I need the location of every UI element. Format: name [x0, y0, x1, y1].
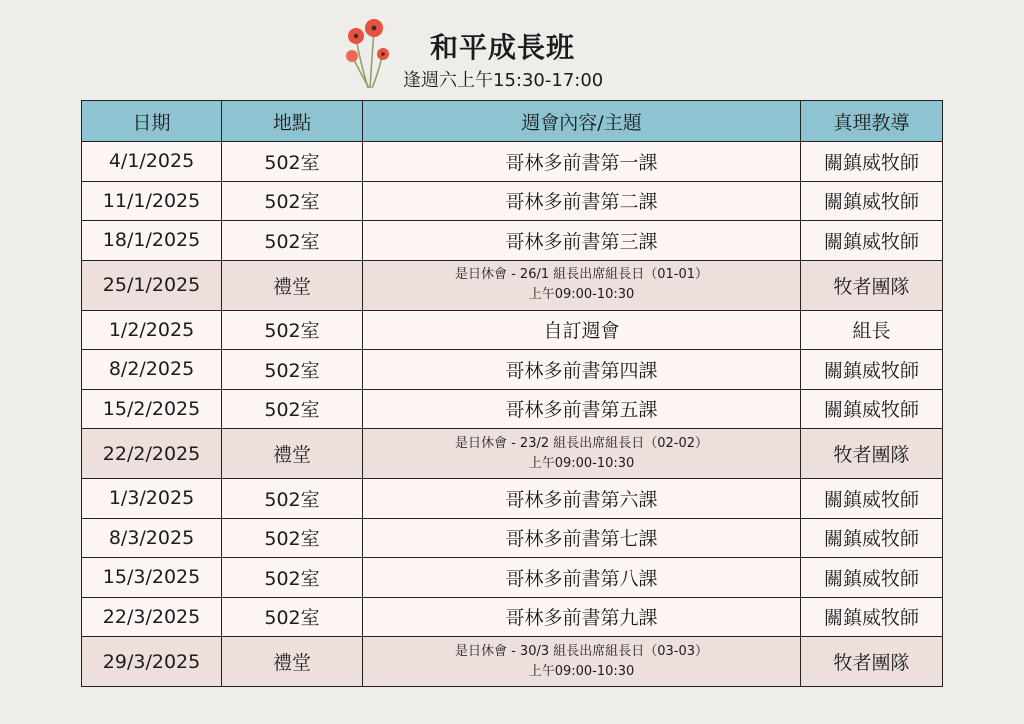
- table-row: [82, 479, 943, 519]
- cell-date: 1/3/2025: [82, 479, 222, 519]
- cell-teacher: 關鎮威牧師: [801, 181, 943, 221]
- page-title: 和平成長班: [430, 31, 576, 64]
- page-header: [0, 0, 1024, 100]
- cell-date: 1/2/2025: [82, 310, 222, 350]
- table-row: [82, 518, 943, 558]
- cell-teacher: 關鎮威牧師: [801, 350, 943, 390]
- cell-teacher: 牧者團隊: [801, 260, 943, 310]
- table-row: [82, 310, 943, 350]
- cell-topic: 哥林多前書第五課: [363, 389, 801, 429]
- cell-topic: 哥林多前書第七課: [363, 518, 801, 558]
- table-row-recess: [82, 260, 943, 310]
- schedule-table: [81, 100, 943, 687]
- recess-note: 是日休會 - 26/1 組長出席組長日（01-01）: [454, 267, 709, 282]
- cell-teacher: 組長: [801, 310, 943, 350]
- recess-note: 是日休會 - 23/2 組長出席組長日（02-02）: [454, 435, 709, 451]
- cell-topic: [363, 429, 801, 479]
- cell-teacher: 關鎮威牧師: [801, 221, 943, 261]
- column-header-date: 日期: [82, 101, 222, 142]
- cell-topic: [363, 260, 801, 310]
- cell-date: 18/1/2025: [82, 221, 222, 261]
- cell-location: 禮堂: [222, 637, 363, 687]
- cell-teacher: 關鎮威牧師: [801, 558, 943, 598]
- cell-location: 502室: [222, 389, 363, 429]
- recess-time: 上午09:00-10:30: [528, 455, 635, 471]
- cell-topic: 哥林多前書第九課: [363, 597, 801, 637]
- cell-teacher: 關鎮威牧師: [801, 389, 943, 429]
- cell-location: 502室: [222, 181, 363, 221]
- cell-date: 11/1/2025: [82, 181, 222, 221]
- cell-date: 29/3/2025: [82, 637, 222, 687]
- cell-date: 25/1/2025: [82, 260, 222, 310]
- cell-date: 15/2/2025: [82, 389, 222, 429]
- cell-topic: 哥林多前書第二課: [363, 181, 801, 221]
- table-header-row: [82, 101, 943, 142]
- table-row: [82, 558, 943, 598]
- cell-topic: 自訂週會: [363, 310, 801, 350]
- cell-location: 502室: [222, 142, 363, 182]
- cell-topic: 哥林多前書第八課: [363, 558, 801, 598]
- cell-teacher: 關鎮威牧師: [801, 479, 943, 519]
- cell-date: 8/2/2025: [82, 350, 222, 390]
- page-subtitle: 逢週六上午15:30-17:00: [403, 70, 604, 91]
- cell-topic: 哥林多前書第四課: [363, 350, 801, 390]
- table-row: [82, 221, 943, 261]
- poppy-flowers-icon: [342, 16, 392, 90]
- cell-date: 8/3/2025: [82, 518, 222, 558]
- table-row: [82, 181, 943, 221]
- cell-location: 502室: [222, 597, 363, 637]
- recess-note: 是日休會 - 30/3 組長出席組長日（03-03）: [454, 643, 709, 659]
- table-row-recess: [82, 637, 943, 687]
- recess-time: 上午09:00-10:30: [528, 287, 635, 302]
- column-header-topic: 週會內容/主題: [363, 101, 801, 142]
- column-header-location: 地點: [222, 101, 363, 142]
- cell-teacher: 關鎮威牧師: [801, 518, 943, 558]
- cell-date: 15/3/2025: [82, 558, 222, 598]
- cell-date: 4/1/2025: [82, 142, 222, 182]
- column-header-teacher: 真理教導: [801, 101, 943, 142]
- table-row: [82, 350, 943, 390]
- cell-topic: 哥林多前書第六課: [363, 479, 801, 519]
- cell-teacher: 牧者團隊: [801, 429, 943, 479]
- cell-topic: [363, 637, 801, 687]
- cell-location: 502室: [222, 518, 363, 558]
- cell-location: 禮堂: [222, 429, 363, 479]
- table-row: [82, 142, 943, 182]
- cell-topic: 哥林多前書第一課: [363, 142, 801, 182]
- recess-time: 上午09:00-10:30: [528, 663, 635, 679]
- cell-location: 502室: [222, 221, 363, 261]
- cell-date: 22/3/2025: [82, 597, 222, 637]
- cell-teacher: 牧者團隊: [801, 637, 943, 687]
- cell-topic: 哥林多前書第三課: [363, 221, 801, 261]
- cell-location: 502室: [222, 350, 363, 390]
- table-row-recess: [82, 429, 943, 479]
- table-row: [82, 597, 943, 637]
- cell-teacher: 關鎮威牧師: [801, 142, 943, 182]
- cell-location: 502室: [222, 310, 363, 350]
- cell-date: 22/2/2025: [82, 429, 222, 479]
- cell-location: 502室: [222, 479, 363, 519]
- cell-location: 禮堂: [222, 260, 363, 310]
- cell-teacher: 關鎮威牧師: [801, 597, 943, 637]
- cell-location: 502室: [222, 558, 363, 598]
- table-row: [82, 389, 943, 429]
